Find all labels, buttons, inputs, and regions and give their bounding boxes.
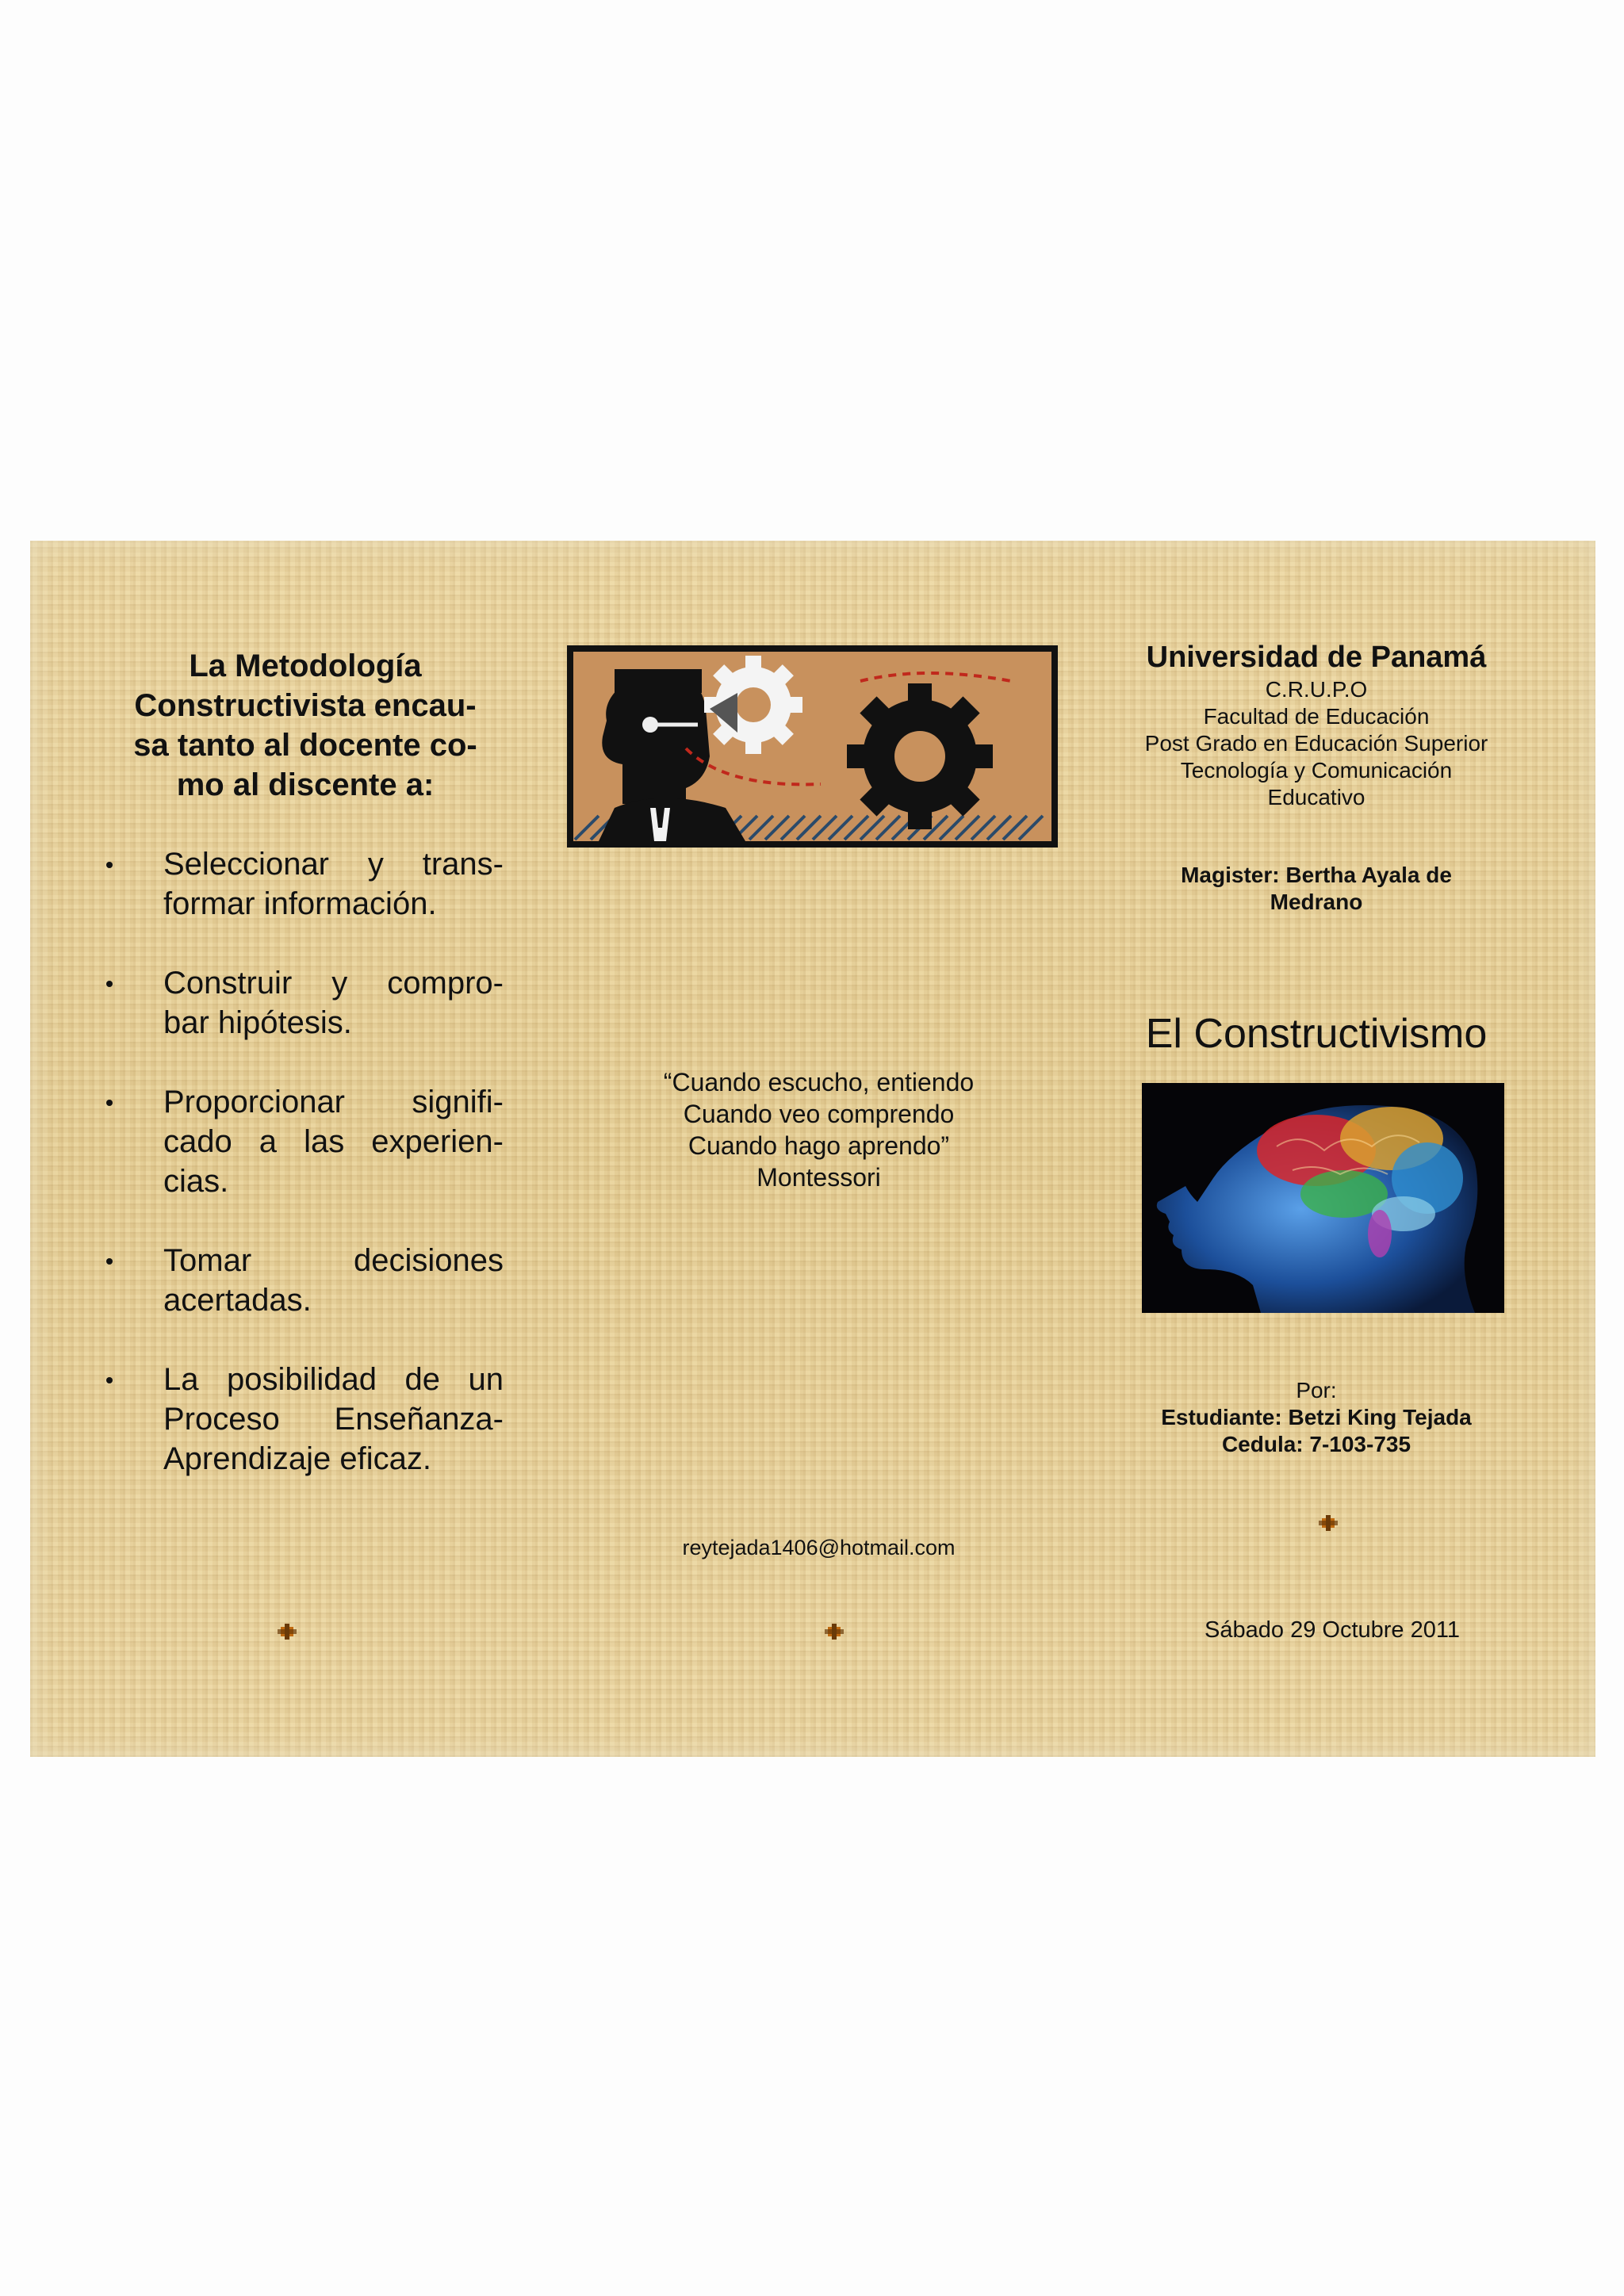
magister-line: Medrano [1270, 890, 1363, 914]
institution-line: Facultad de Educación [1203, 704, 1430, 729]
bullet-icon [106, 1100, 113, 1106]
title-line: Constructivista encau- [134, 688, 477, 723]
left-panel-title [111, 646, 500, 805]
ornament-icon [278, 1624, 297, 1640]
list-item [103, 1241, 504, 1320]
student-cedula: Cedula: 7-103-735 [1221, 1432, 1411, 1456]
bullet-icon [106, 862, 113, 868]
montessori-quote [603, 1066, 1035, 1193]
institution-line: C.R.U.P.O [1265, 677, 1368, 702]
title-line: La Metodología [189, 649, 422, 683]
item-line: La posibilidad de un [163, 1362, 504, 1397]
bullet-icon [106, 981, 113, 987]
magister-line: Magister: Bertha Ayala de [1181, 863, 1452, 887]
item-line: Proporcionar signifi- [163, 1085, 504, 1119]
bullet-icon [106, 1377, 113, 1383]
list-item [103, 844, 504, 924]
item-line: Seleccionar y trans- [163, 847, 504, 882]
item-line: bar hipótesis. [163, 1005, 352, 1040]
title-line: mo al discente a: [176, 767, 435, 802]
item-line: acertadas. [163, 1283, 312, 1318]
objectives-list [103, 844, 504, 1518]
list-item [103, 963, 504, 1043]
item-line: Construir y compro- [163, 966, 504, 1001]
institution-line: Tecnología y Comunicación [1180, 758, 1453, 783]
item-line: Proceso Enseñanza- [163, 1402, 504, 1437]
gears-illustration [567, 645, 1058, 848]
quote-line: Cuando veo comprendo [683, 1100, 955, 1128]
brochure-title: El Constructivismo [1145, 1011, 1488, 1057]
quote-author: Montessori [756, 1163, 881, 1192]
list-item [103, 1360, 504, 1479]
item-line: cado a las experien- [163, 1124, 504, 1159]
quote-line: “Cuando escucho, entiendo [663, 1068, 975, 1096]
ornament-icon [1319, 1515, 1338, 1531]
institution-line: Post Grado en Educación Superior [1144, 731, 1488, 756]
magister-block [1110, 862, 1522, 916]
title-line: sa tanto al docente co- [133, 728, 477, 763]
institution-line: Educativo [1267, 785, 1365, 809]
item-line: formar información. [163, 886, 437, 921]
bullet-icon [106, 1258, 113, 1265]
item-line: cias. [163, 1164, 229, 1199]
by-label: Por: [1296, 1378, 1337, 1402]
contact-email: reytejada1406@hotmail.com [682, 1536, 956, 1559]
student-name: Estudiante: Betzi King Tejada [1161, 1405, 1472, 1429]
university-name: Universidad de Panamá [1146, 641, 1487, 674]
item-line: Aprendizaje eficaz. [163, 1441, 431, 1476]
list-item [103, 1082, 504, 1201]
quote-line: Cuando hago aprendo” [688, 1131, 950, 1160]
ornament-icon [825, 1624, 844, 1640]
brain-illustration [1142, 1083, 1504, 1313]
brochure-date: Sábado 29 Octubre 2011 [1205, 1617, 1460, 1643]
university-block [1110, 638, 1522, 811]
item-line: Tomar decisiones [163, 1243, 504, 1278]
author-block [1110, 1377, 1522, 1458]
